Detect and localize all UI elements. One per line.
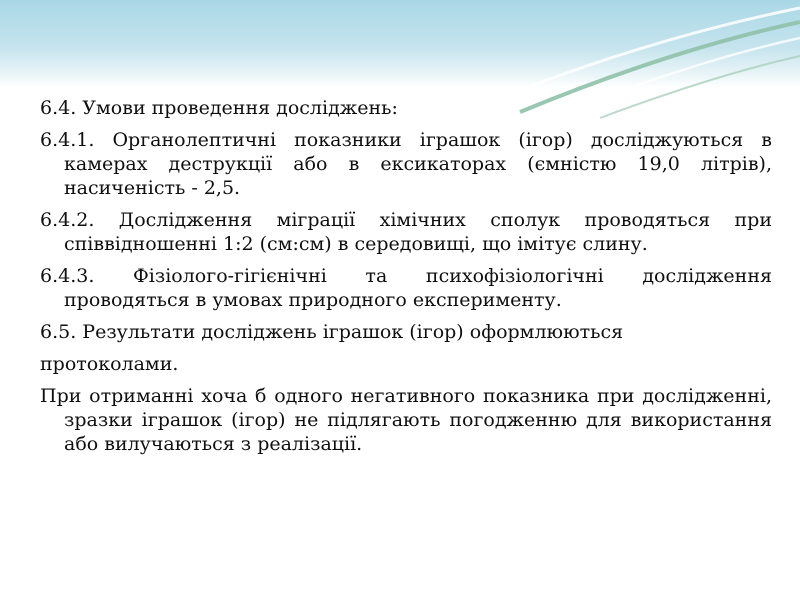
paragraph-protocols: протоколами. bbox=[40, 353, 179, 375]
paragraph-negative-result: При отриманні хоча б одного негативного показника при дослідженні, зразки іграшок (ігор) не підлягають погодженню для використання або вилучаються з реалізації. bbox=[40, 385, 772, 455]
section-heading: 6.4. Умови проведення досліджень: bbox=[40, 97, 398, 119]
paragraph-6-4-3: 6.4.3. Фізіолого-гігієнічні та психофізіологічні дослідження проводяться в умовах природного експерименту. bbox=[40, 265, 772, 311]
paragraph-6-4-2: 6.4.2. Дослідження міграції хімічних сполук проводяться при співвідношенні 1:2 (см:см) в середовищі, що імітує слину. bbox=[40, 209, 772, 255]
paragraph-6-5: 6.5. Результати досліджень іграшок (ігор) оформлюються bbox=[40, 321, 624, 343]
slide-body-text bbox=[40, 96, 772, 464]
paragraph-6-4-1: 6.4.1. Органолептичні показники іграшок (ігор) досліджуються в камерах деструкції або в ексикаторах (ємністю 19,0 літрів), насиченість - 2,5. bbox=[40, 129, 772, 199]
decorative-curve-1 bbox=[470, 8, 800, 110]
